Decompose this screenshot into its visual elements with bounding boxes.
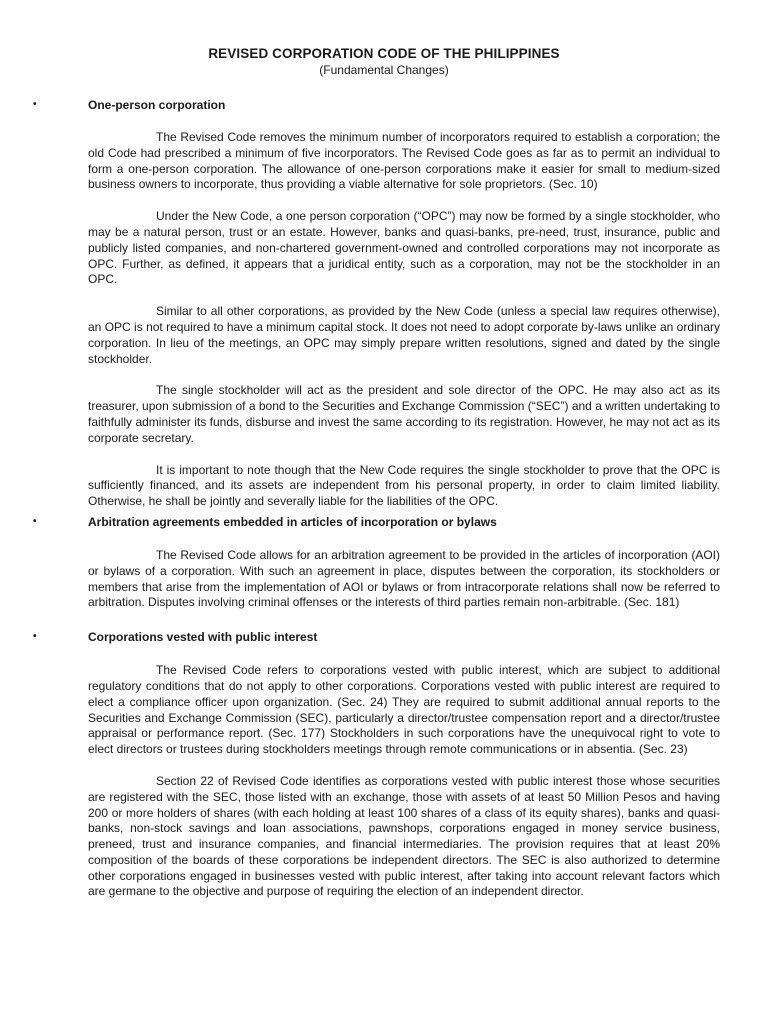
section-arbitration-agreements: [33, 514, 720, 611]
paragraph: It is important to note though that the New Code requires the single stockholder to prove that the OPC is sufficiently financed, and its assets are independent from his personal property, in order to claim limited liability. Otherwise, he shall be jointly and severally liable for the liabilities of the OPC.: [88, 462, 720, 509]
paragraph: Under the New Code, a one person corporation (“OPC”) may now be formed by a single stockholder, who may be a natural person, trust or an estate. However, banks and quasi-banks, pre-need, trust, insurance, public and publicly listed companies, and non-chartered government-owned and controlled corporations may not incorporate as OPC. Further, as defined, it appears that a juridical entity, such as a corporation, may not be the stockholder in an OPC.: [88, 209, 720, 287]
bullet-icon: •: [33, 99, 37, 110]
section-heading-text: One-person corporation: [88, 98, 226, 112]
paragraph: The Revised Code removes the minimum number of incorporators required to establish a corporation; the old Code had prescribed a minimum of five incorporators. The Revised Code goes as far as to permit an individual to form a one-person corporation. The allowance of one-person corporations make it easier for small to medium-sized business owners to incorporate, thus providing a viable alternative for sole proprietors. (Sec. 10): [88, 130, 720, 192]
paragraph: The single stockholder will act as the president and sole director of the OPC. He may also act as its treasurer, upon submission of a bond to the Securities and Exchange Commission (“SEC”) and a written undertaking to faithfully administer its funds, disburse and invest the same according to its registration. However, he may not act as its corporate secretary.: [88, 383, 720, 445]
paragraph: Section 22 of Revised Code identifies as corporations vested with public interest those whose securities are registered with the SEC, those listed with an exchange, those with assets of at least 50 Million Pesos and having 200 or more holders of shares (with each holding at least 100 shares of a class of its equity shares), banks and quasi-banks, non-stock savings and loan associations, pawnshops, corporations engaged in money service business, preneed, trust and insurance companies, and financial intermediaries. The provision requires that at least 20% composition of the boards of these corporations be independent directors. The SEC is also authorized to determine other corporations engaged in businesses vested with public interest, after taking into account relevant factors which are germane to the objective and purpose of requiring the election of an independent director.: [88, 773, 720, 899]
section-heading-text: Arbitration agreements embedded in articles of incorporation or bylaws: [88, 514, 497, 529]
section-heading: [33, 97, 720, 113]
section-one-person-corporation: [33, 97, 720, 510]
document-subtitle: (Fundamental Changes): [319, 63, 449, 77]
paragraph: The Revised Code refers to corporations vested with public interest, which are subject to additional regulatory conditions that do not apply to other corporations. Corporations vested with public interest are required to elect a compliance officer upon organization. (Sec. 24) They are required to submit additional annual reports to the Securities and Exchange Commission (SEC), particularly a director/trustee compensation report and a director/trustee appraisal or performance report. (Sec. 177) Stockholders in such corporations have the unequivocal right to vote to elect directors or trustees during stockholders meetings through remote communications or in absentia. (Sec. 23): [88, 663, 720, 757]
bullet-icon: •: [33, 631, 37, 643]
section-public-interest-corporations: [33, 629, 720, 900]
section-heading: [33, 514, 720, 530]
paragraph: The Revised Code allows for an arbitration agreement to be provided in the articles of incorporation (AOI) or bylaws of a corporation. With such an agreement in place, disputes between the corporation, its stockholders or members that arise from the implementation of AOI or bylaws or from intracorporate relations shall now be referred to arbitration. Disputes involving criminal offenses or the interests of third parties remain non-arbitrable. (Sec. 181): [88, 547, 720, 610]
section-heading: [33, 629, 720, 645]
document-title: REVISED CORPORATION CODE OF THE PHILIPPINES: [208, 46, 560, 61]
bullet-icon: •: [33, 515, 37, 527]
section-heading-text: Corporations vested with public interest: [88, 630, 318, 645]
paragraph: Similar to all other corporations, as provided by the New Code (unless a special law requires otherwise), an OPC is not required to have a minimum capital stock. It does not need to adopt corporate by-laws unlike an ordinary corporation. In lieu of the meetings, an OPC may simply prepare written resolutions, signed and dated by the single stockholder.: [88, 304, 720, 366]
